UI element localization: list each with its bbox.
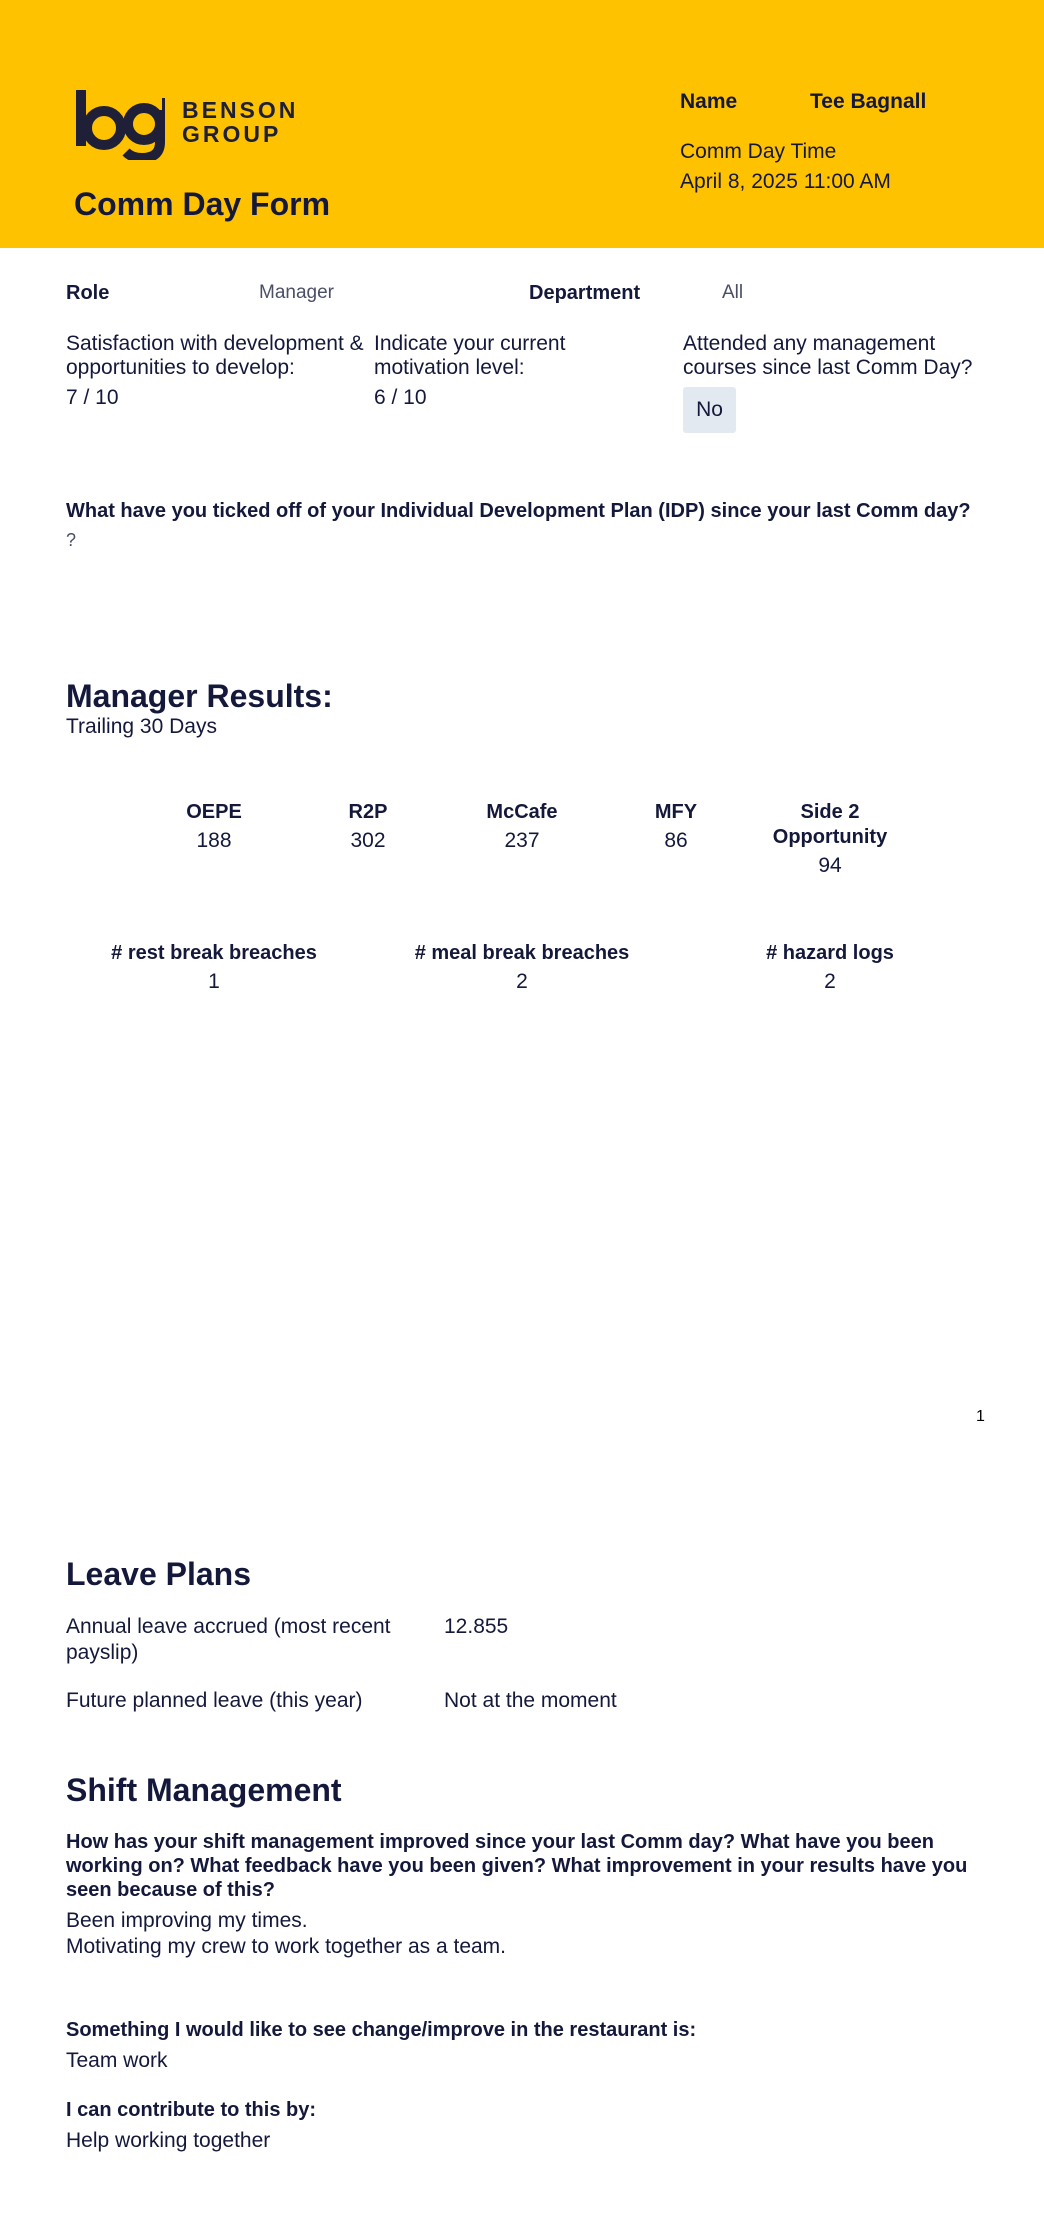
bg-logo-mark-icon bbox=[74, 88, 186, 160]
metric-label: # hazard logs bbox=[766, 942, 894, 964]
metric-label: Side 2 Opportunity bbox=[772, 801, 888, 848]
role-value: Manager bbox=[259, 282, 334, 303]
name-value: Tee Bagnall bbox=[810, 90, 927, 113]
metric-label: OEPE bbox=[186, 801, 242, 823]
metric-meal-break-breaches bbox=[392, 941, 652, 994]
logo-text-line2: GROUP bbox=[182, 121, 282, 147]
idp-answer: ? bbox=[66, 530, 77, 550]
shift-answer-line2: Motivating my crew to work together as a team. bbox=[66, 1935, 507, 1958]
annual-leave-label: Annual leave accrued (most recent payslip) bbox=[66, 1615, 391, 1664]
leave-plans-title: Leave Plans bbox=[66, 1556, 251, 1592]
idp-question: What have you ticked off of your Individual Development Plan (IDP) since your last Comm day? bbox=[66, 500, 971, 522]
metric-hazard-logs bbox=[710, 941, 950, 994]
form-title: Comm Day Form bbox=[74, 186, 331, 222]
logo-text-line1: BENSON bbox=[182, 97, 299, 123]
future-leave-value: Not at the moment bbox=[444, 1689, 617, 1712]
metric-mccafe bbox=[462, 800, 582, 853]
metric-label: McCafe bbox=[486, 801, 558, 823]
satisfaction-question: Satisfaction with development & opportunities to develop: bbox=[66, 332, 364, 379]
comm-day-time-value: April 8, 2025 11:00 AM bbox=[680, 170, 891, 193]
motivation-question: Indicate your current motivation level: bbox=[374, 332, 566, 379]
metric-label: R2P bbox=[348, 801, 388, 823]
metric-value: 86 bbox=[664, 829, 688, 852]
change-answer: Team work bbox=[66, 2049, 168, 2072]
role-label: Role bbox=[66, 282, 110, 304]
contribute-answer: Help working together bbox=[66, 2129, 271, 2152]
metric-oepe bbox=[154, 800, 274, 853]
satisfaction-value: 7 / 10 bbox=[66, 386, 119, 409]
metric-r2p bbox=[308, 800, 428, 853]
manager-results-title: Manager Results: bbox=[66, 678, 333, 714]
department-value: All bbox=[722, 282, 744, 303]
annual-leave-value: 12.855 bbox=[444, 1615, 509, 1638]
name-label: Name bbox=[680, 90, 738, 113]
metric-mfy bbox=[616, 800, 736, 853]
shift-management-title: Shift Management bbox=[66, 1772, 342, 1808]
metric-label: # meal break breaches bbox=[414, 942, 630, 964]
motivation-value: 6 / 10 bbox=[374, 386, 427, 409]
benson-group-logo bbox=[74, 88, 299, 160]
courses-question: Attended any management courses since last Comm Day? bbox=[683, 332, 973, 379]
metric-value: 188 bbox=[196, 829, 232, 852]
logo-divider bbox=[162, 98, 165, 142]
metric-value: 94 bbox=[818, 854, 842, 877]
manager-results-subtitle: Trailing 30 Days bbox=[66, 715, 217, 738]
metric-value: 2 bbox=[824, 970, 836, 993]
courses-answer-badge: No bbox=[683, 387, 736, 433]
metric-label: MFY bbox=[654, 801, 698, 823]
metric-side2-opportunity bbox=[760, 800, 900, 878]
contribute-question: I can contribute to this by: bbox=[66, 2099, 317, 2121]
department-label: Department bbox=[529, 282, 641, 304]
shift-answer-line1: Been improving my times. bbox=[66, 1909, 308, 1932]
metric-label: # rest break breaches bbox=[111, 942, 317, 964]
comm-day-time-label: Comm Day Time bbox=[680, 140, 837, 163]
metric-value: 302 bbox=[350, 829, 386, 852]
metric-value: 2 bbox=[516, 970, 528, 993]
page-number: 1 bbox=[976, 1408, 985, 1425]
future-leave-label: Future planned leave (this year) bbox=[66, 1689, 363, 1712]
metric-rest-break-breaches bbox=[94, 941, 334, 994]
header-banner bbox=[0, 0, 1044, 248]
metric-value: 237 bbox=[504, 829, 540, 852]
change-question: Something I would like to see change/improve in the restaurant is: bbox=[66, 2019, 697, 2041]
metric-value: 1 bbox=[208, 970, 220, 993]
shift-question: How has your shift management improved since your last Comm day? What have you been working on? What feedback have you been given? What improvement in your results have you seen because of this? bbox=[66, 1831, 968, 1901]
